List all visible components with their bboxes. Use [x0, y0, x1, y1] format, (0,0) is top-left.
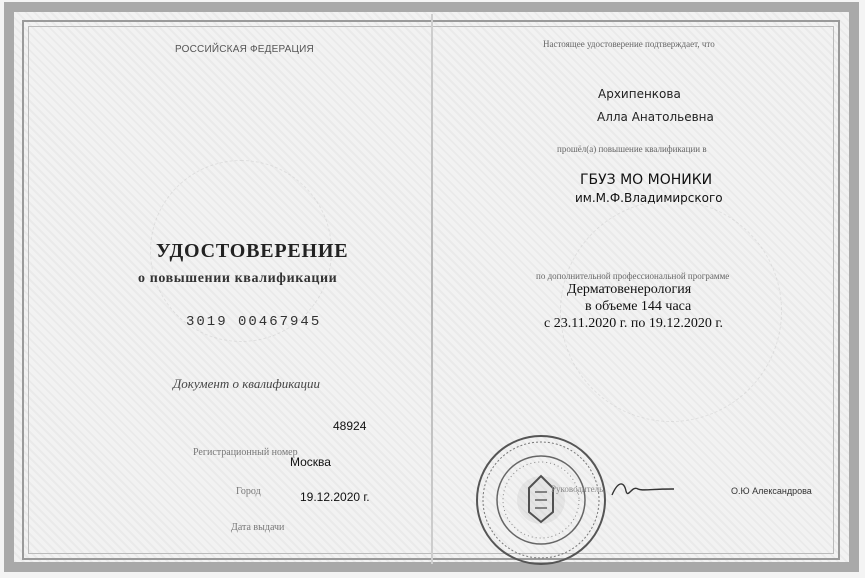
training-text: прошёл(а) повышение квалификации в: [557, 144, 707, 154]
page-fold: [431, 14, 433, 564]
registration-number: 48924: [333, 419, 367, 433]
confirmation-text: Настоящее удостоверение подтверждает, что: [543, 39, 715, 49]
country-label: РОССИЙСКАЯ ФЕДЕРАЦИЯ: [175, 44, 314, 55]
document-subtitle: о повышении квалификации: [138, 271, 338, 286]
signer-name: О.Ю Александрова: [731, 486, 812, 496]
official-seal: [473, 432, 609, 568]
registration-number-label: Регистрационный номер: [193, 447, 298, 458]
training-period: с 23.11.2020 г. по 19.12.2020 г.: [544, 316, 724, 331]
city-value: Москва: [290, 455, 331, 469]
issue-date: 19.12.2020 г.: [300, 490, 370, 504]
program-name: Дерматовенерология: [567, 282, 692, 297]
program-hours: в объеме 144 часа: [585, 299, 692, 314]
city-label: Город: [236, 486, 261, 497]
organization-name-line2: им.М.Ф.Владимирского: [575, 191, 723, 205]
document-number: 3019 00467945: [186, 314, 322, 330]
holder-surname: Архипенкова: [598, 87, 681, 101]
organization-name: ГБУЗ МО МОНИКИ: [580, 172, 713, 188]
signature: [608, 477, 678, 501]
document-title: УДОСТОВЕРЕНИЕ: [156, 240, 349, 262]
issue-date-label: Дата выдачи: [231, 522, 285, 533]
program-label: по дополнительной профессиональной программе: [536, 271, 730, 281]
holder-given-names: Алла Анатольевна: [597, 110, 714, 124]
document-type-label: Документ о квалификации: [173, 376, 320, 391]
signature-label: Руководитель: [551, 484, 604, 494]
